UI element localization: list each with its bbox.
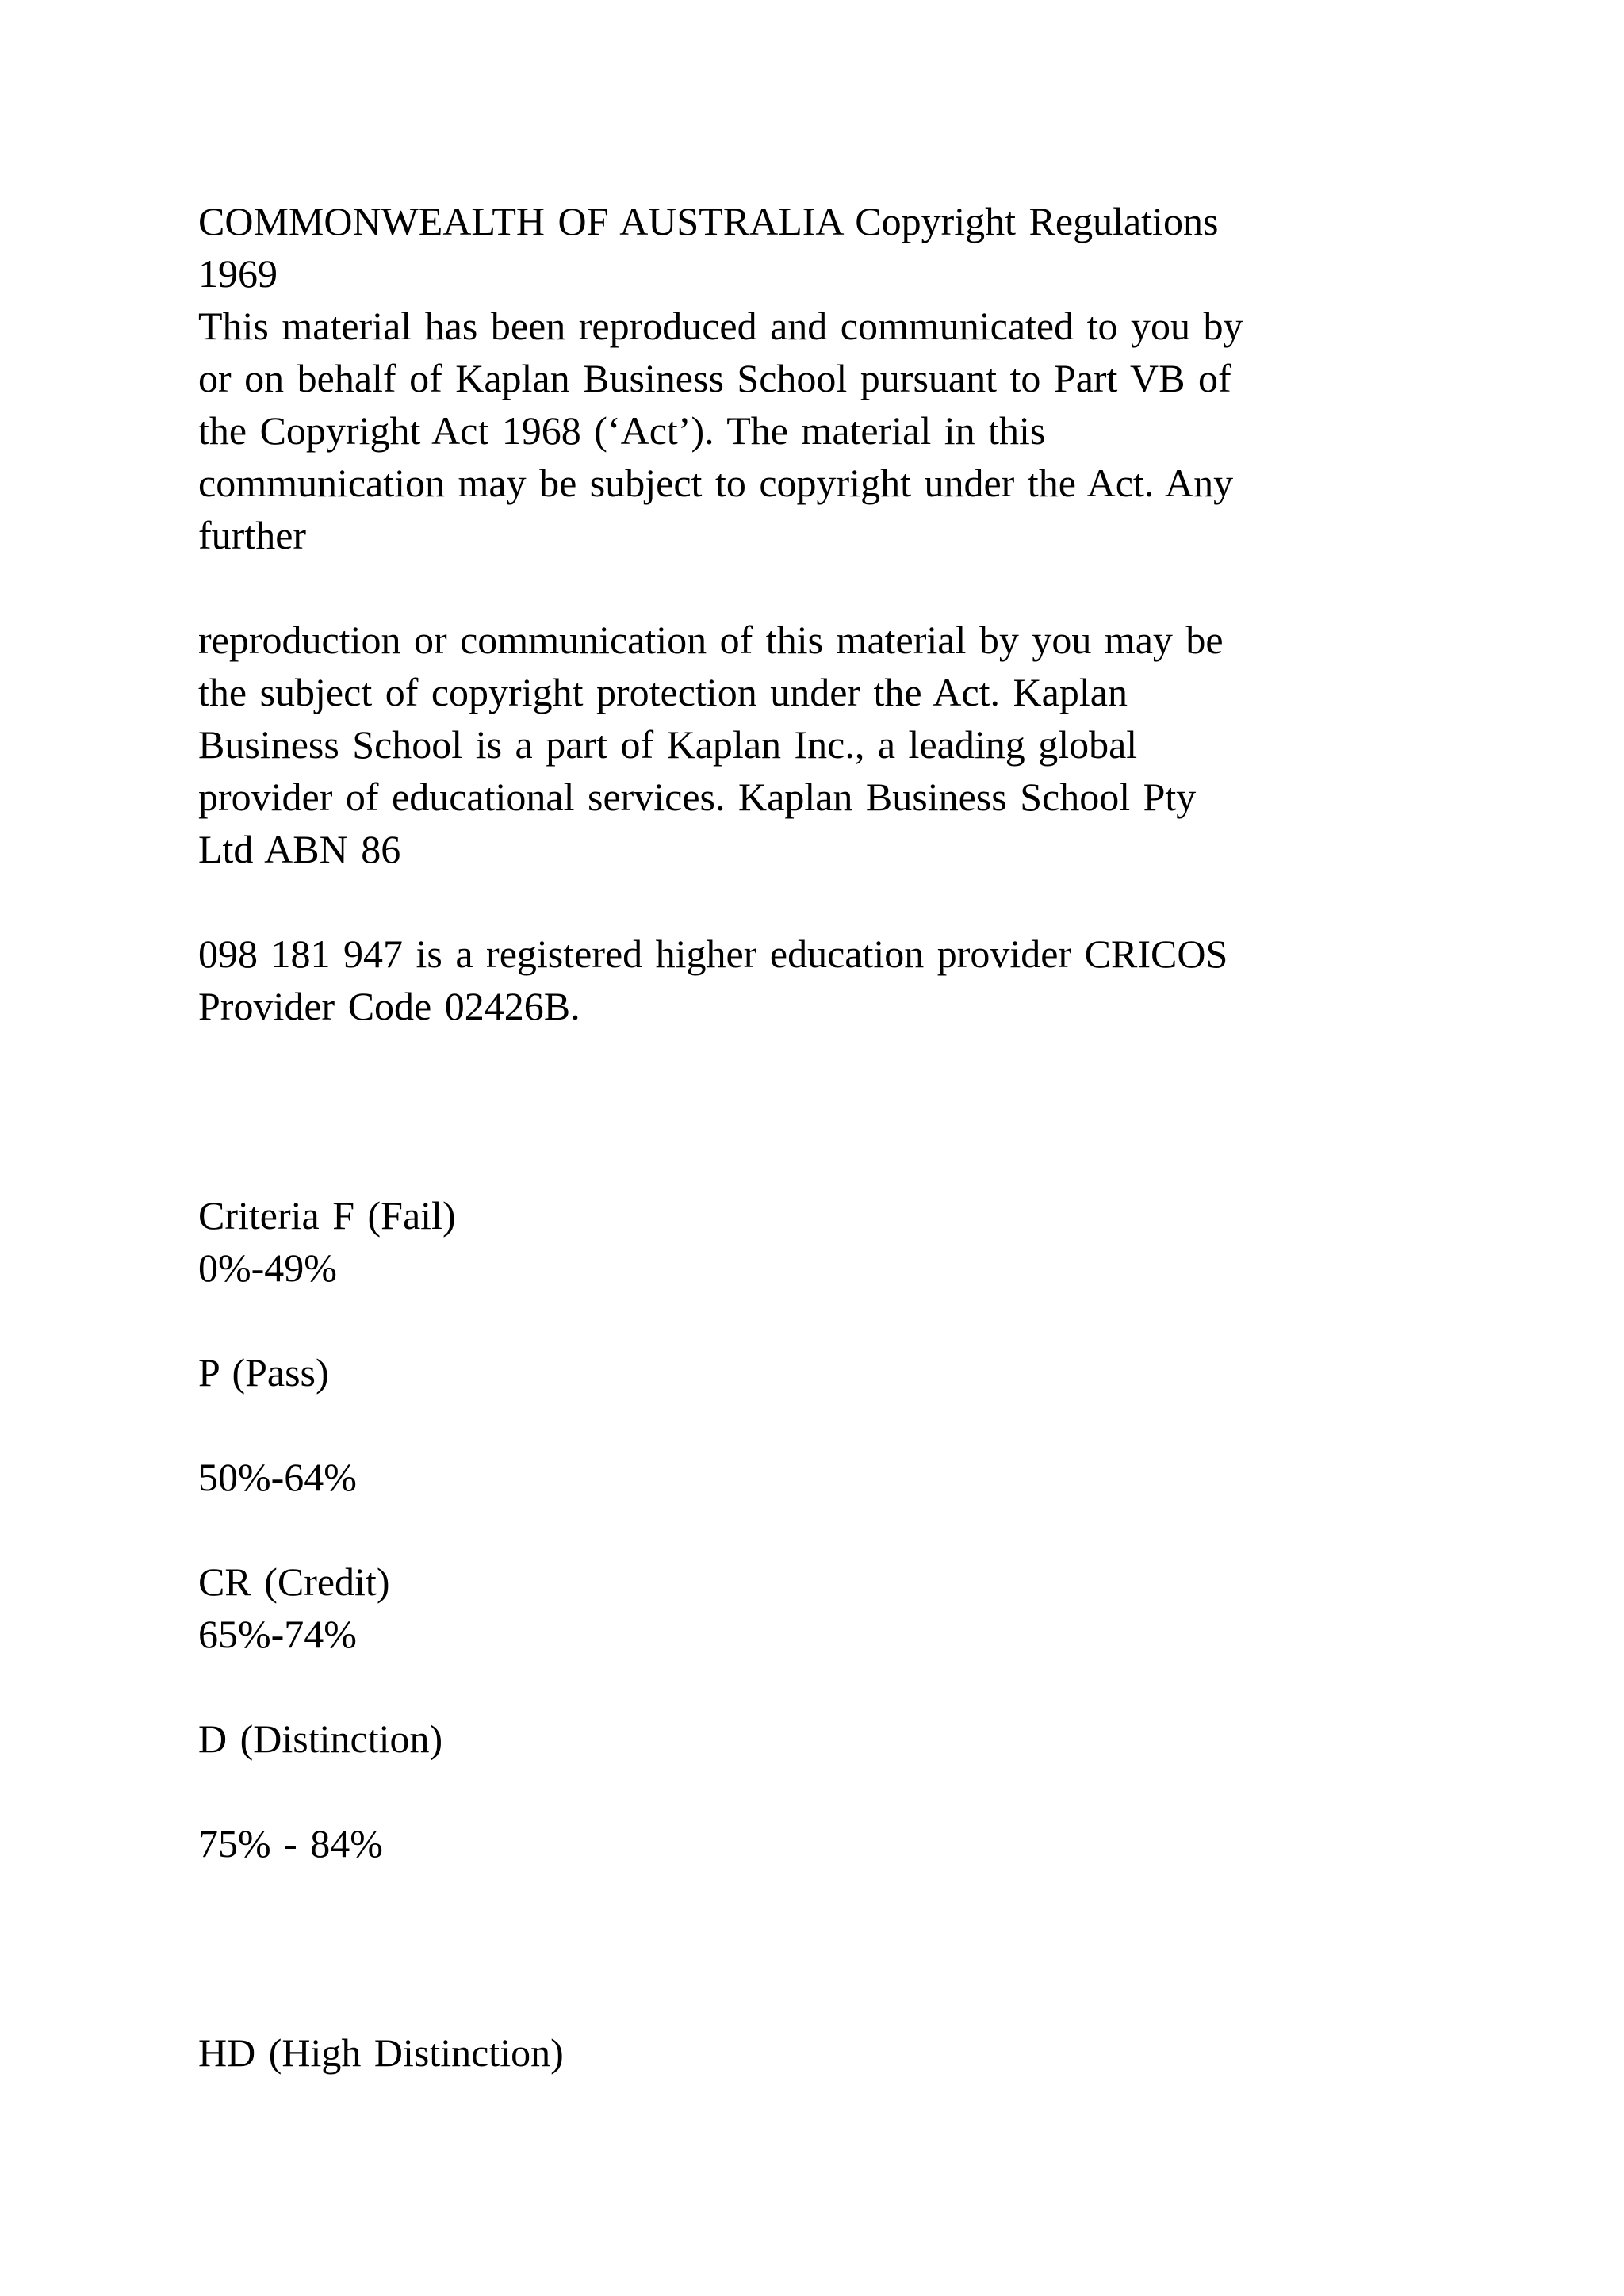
copyright-notice-line-4: or on behalf of Kaplan Business School pursuant to Part VB of <box>198 356 1231 400</box>
copyright-notice-line-12: Ltd ABN 86 <box>198 827 401 871</box>
fail-range: 0%-49% <box>198 1246 337 1290</box>
copyright-notice-line-3: This material has been reproduced and communicated to you by <box>198 304 1243 348</box>
credit-range: 65%-74% <box>198 1612 357 1656</box>
copyright-notice-line-2: 1969 <box>198 251 278 296</box>
copyright-notice-line-6: communication may be subject to copyright under the Act. Any <box>198 461 1234 505</box>
criteria-heading: Criteria F (Fail) <box>198 1193 456 1238</box>
high-distinction-label: HD (High Distinction) <box>198 2030 564 2075</box>
copyright-notice-line-14: Provider Code 02426B. <box>198 984 580 1028</box>
distinction-range: 75% - 84% <box>198 1821 383 1866</box>
credit-label: CR (Credit) <box>198 1559 390 1604</box>
copyright-notice-line-10: Business School is a part of Kaplan Inc., a leading global <box>198 722 1138 767</box>
copyright-notice-line-11: provider of educational services. Kaplan Business School Pty <box>198 775 1197 819</box>
copyright-notice-line-8: reproduction or communication of this material by you may be <box>198 618 1224 662</box>
pass-label: P (Pass) <box>198 1350 329 1395</box>
copyright-notice-line-9: the subject of copyright protection under the Act. Kaplan <box>198 670 1128 714</box>
copyright-notice-line-7: further <box>198 513 307 557</box>
pass-range: 50%-64% <box>198 1455 357 1499</box>
copyright-notice-line-1: COMMONWEALTH OF AUSTRALIA Copyright Regulations <box>198 199 1219 243</box>
distinction-label: D (Distinction) <box>198 1716 443 1761</box>
copyright-notice-line-13: 098 181 947 is a registered higher education provider CRICOS <box>198 932 1228 976</box>
copyright-notice-line-5: the Copyright Act 1968 (‘Act’). The material in this <box>198 408 1046 453</box>
